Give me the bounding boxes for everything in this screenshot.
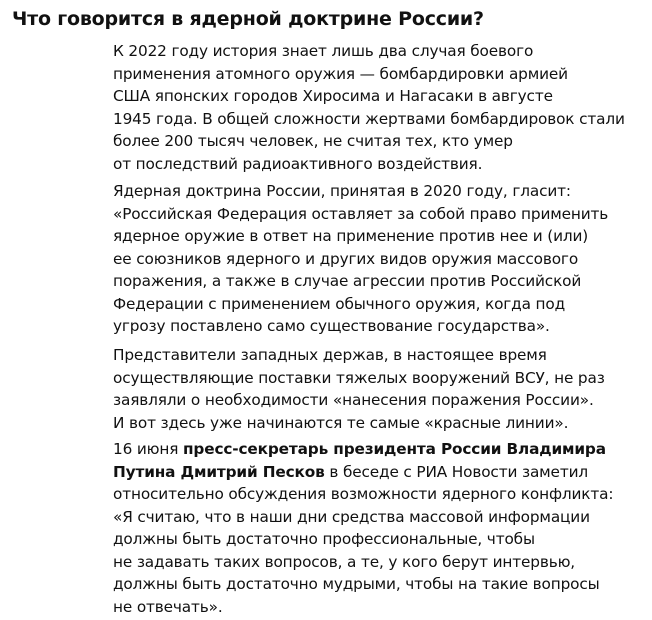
text-line: от последствий радиоактивного воздействия.	[113, 154, 483, 173]
text-line: не отвечать».	[113, 597, 223, 616]
bold-speaker-title: пресс-секретарь президента России Владимира	[183, 440, 606, 458]
text-line: И вот здесь уже начинаются те самые «красные линии».	[113, 413, 569, 432]
text-line: «Российская Федерация оставляет за собой право применить	[113, 204, 609, 223]
text-line: «Я считаю, что в наши дни средства массовой информации	[113, 507, 590, 526]
text-line: угрозу поставлено само существование государства».	[113, 317, 550, 335]
text-line: ядерное оружие в ответ на применение против нее и (или)	[113, 227, 589, 245]
bold-speaker-name: Путина Дмитрий Песков	[113, 462, 325, 481]
article-heading: Что говорится в ядерной доктрине России?	[12, 8, 484, 30]
paragraph-peskov-quote	[113, 438, 643, 618]
text-line: относительно обсуждения возможности ядерного конфликта:	[113, 485, 614, 503]
text-line: не задавать таких вопросов, а те, у кого берут интервью,	[113, 552, 576, 571]
text-line: более 200 тысяч человек, не считая тех, кто умер	[113, 132, 513, 150]
text-line: К 2022 году история знает лишь два случая боевого	[113, 42, 534, 60]
paragraph-doctrine	[113, 180, 643, 338]
text-line: осуществляющие поставки тяжелых вооружений ВСУ, не раз	[113, 368, 605, 387]
text-line: должны быть достаточно профессиональные, чтобы	[113, 530, 535, 548]
text-line: поражения, а также в случае агрессии против Российской	[113, 272, 582, 290]
text-line: ее союзников ядерного и других видов оружия массового	[113, 249, 579, 268]
text-line: США японских городов Хиросима и Нагасаки в августе	[113, 87, 553, 105]
text-line: Федерации с применением обычного оружия, когда под	[113, 294, 566, 313]
paragraph-history	[113, 40, 643, 175]
text-line: должны быть достаточно мудрыми, чтобы на такие вопросы	[113, 575, 600, 593]
text-line	[113, 461, 643, 484]
text-line: заявляли о необходимости «нанесения поражения России».	[113, 391, 594, 409]
paragraph-western-powers	[113, 344, 643, 434]
date-text: 16 июня	[113, 440, 184, 458]
plain-text: в беседе с РИА Новости заметил	[324, 462, 588, 481]
text-line	[113, 438, 643, 461]
text-line: применения атомного оружия — бомбардировки армией	[113, 64, 568, 83]
text-line: Представители западных держав, в настоящее время	[113, 346, 547, 364]
text-line: Ядерная доктрина России, принятая в 2020 году, гласит:	[113, 182, 571, 200]
text-line: 1945 года. В общей сложности жертвами бомбардировок стали	[113, 109, 625, 128]
